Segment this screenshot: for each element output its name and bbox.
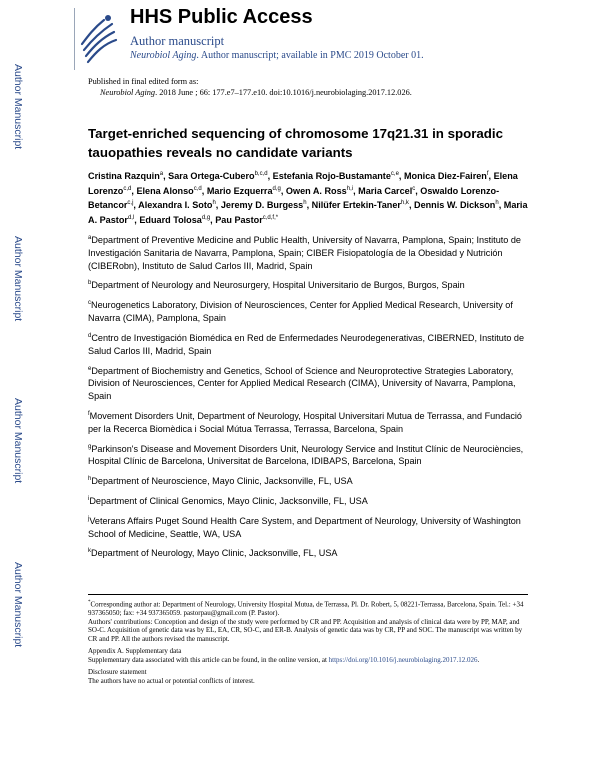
author-manuscript-subtitle: Author manuscript xyxy=(130,34,225,48)
availability-text: . Author manuscript; available in PMC 2019 October 01. xyxy=(196,50,424,61)
affiliation-marker: e xyxy=(88,365,92,372)
affiliation-marker: f xyxy=(88,410,90,417)
citation xyxy=(88,87,412,98)
affiliation-text: Centro de Investigación Biomédica en Red de Enfermedades Neurodegenerativas, CIBERNED, Instituto de Salud Carlos III, Madrid, Spain xyxy=(88,332,525,356)
author-name xyxy=(168,171,267,181)
author-name-text: Eduard Tolosa xyxy=(139,214,202,225)
author-name-text: Estefania Rojo-Bustamante xyxy=(272,171,391,182)
affiliation-item xyxy=(88,493,528,508)
author-affiliation-marker: h xyxy=(212,200,216,207)
sidebar-label-author-manuscript: Author Manuscript xyxy=(12,562,24,648)
author-affiliation-marker: b,c,d xyxy=(254,171,268,177)
affiliation-text: Parkinson's Disease and Movement Disorders Unit, Neurology Service and Institut Clínic de Neurociències, Hospital Clínic de Barcelona, Universitat de Barcelona, IDIBAPS, Barcelona, Spain xyxy=(88,443,524,467)
hhs-eagle-logo-icon xyxy=(78,10,118,64)
author-name xyxy=(221,200,307,210)
author-name-text: Sara Ortega-Cubero xyxy=(168,171,255,182)
author-affiliation-marker: c,j xyxy=(127,200,134,207)
affiliation-text: Department of Preventive Medicine and Public Health, University of Navarra, Pamplona, Spain; Instituto de Investigación Sanitaria de Navarra, Pamplona, Spain; CIBER Fisiopatología de la Obesidad y Nutrición (CIBERobn), Instituto de Salud Carlos III, Madrid, Spain xyxy=(88,235,521,271)
author-name xyxy=(88,171,163,181)
author-affiliation-marker: h,i xyxy=(346,185,354,192)
author-name-text: Nilüfer Ertekin-Taner xyxy=(311,200,401,211)
author-name xyxy=(404,171,489,181)
author-name-text: Cristina Razquin xyxy=(88,171,160,182)
journal-name: Neurobiol Aging xyxy=(130,50,197,61)
affiliation-text: Department of Neurology, Mayo Clinic, Jacksonville, FL, USA xyxy=(91,548,338,559)
affiliation-text: Movement Disorders Unit, Department of Neurology, Hospital Universitari Mutua de Terrassa, and Fundació per la Recerca Biomèdica i Social Mútua Terrassa, Terrassa, Barcelona, Spain xyxy=(88,410,522,434)
affiliation-item xyxy=(88,277,528,292)
affiliation-marker: b xyxy=(88,280,92,287)
author-affiliation-marker: c,d,f,* xyxy=(262,214,279,221)
appendix-title: Appendix A. Supplementary data xyxy=(88,647,182,656)
author-name xyxy=(139,215,210,225)
affiliation-item xyxy=(88,441,528,469)
author-name-text: Mario Ezquerra xyxy=(206,185,273,196)
affiliation-marker: c xyxy=(88,300,91,307)
supplementary-data-link[interactable]: https://doi.org/10.1016/j.neurobiolaging.2017.12.026 xyxy=(328,655,478,664)
sidebar-label-author-manuscript: Author Manuscript xyxy=(12,398,24,484)
appendix-body: Supplementary data associated with this article can be found, in the online version, at xyxy=(88,655,329,664)
citation-journal: Neurobiol Aging xyxy=(100,88,156,97)
corresponding-author-note xyxy=(88,599,528,618)
affiliation-item xyxy=(88,330,528,358)
affiliation-item xyxy=(88,363,528,403)
footnotes xyxy=(88,594,528,686)
author-name-text: Monica Diez-Fairen xyxy=(403,171,487,182)
author-affiliation-marker: d,g xyxy=(272,185,281,192)
affiliation-list xyxy=(88,232,528,565)
affiliation-item xyxy=(88,232,528,272)
affiliation-text: Department of Clinical Genomics, Mayo Clinic, Jacksonville, FL, USA xyxy=(89,496,368,507)
disclosure-text: The authors have no actual or potential conflicts of interest. xyxy=(88,677,255,686)
author-name-text: Maria A. Pastor xyxy=(88,200,528,225)
author-name xyxy=(215,215,278,225)
sidebar-label-author-manuscript: Author Manuscript xyxy=(12,64,24,150)
author-affiliation-marker: a xyxy=(159,171,164,177)
author-name xyxy=(286,186,353,196)
affiliation-marker: j xyxy=(88,515,90,522)
hhs-public-access-title: HHS Public Access xyxy=(130,6,313,28)
author-name-text: Alexandra I. Soto xyxy=(138,200,213,211)
author-affiliation-marker: c,d xyxy=(193,185,202,192)
author-affiliation-marker: c,e xyxy=(390,171,399,177)
appendix-end: . xyxy=(477,655,480,664)
paper-title: Target-enriched sequencing of chromosome 17q21.31 in sporadic tauopathies reveals no candidate variants xyxy=(88,126,504,160)
affiliation-text: Department of Biochemistry and Genetics, School of Science and Neuroprotective Strategies Laboratory, Division of Neurosciences, Center for Applied Medical Research (CIMA), University of Navarra, Pamplona, Spain xyxy=(88,365,516,402)
published-label: Published in final edited form as: xyxy=(88,77,199,86)
author-affiliation-marker: c xyxy=(412,185,416,192)
affiliation-item xyxy=(88,408,528,436)
header-divider xyxy=(74,8,75,70)
author-list: Cristina Razquin$^a$, Sara Ortega-Cubero$^{b,c,d}$, Estefania Rojo-Bustamante$^{c,e}$, Monica Diez-Fairen$^f$, Elena Lorenzo$^{c,d}$, Elena Alonso$^{c,d}$, Mario Ezquerra$^{d,g}$, Owen A. Ross$^{h,i}$, Maria Carcel$^c$, Oswaldo Lorenzo-Betancor$^{c,j}$, Alexandra I. Soto$^h$, Jeremy D. Burgess$^h$, Nilüfer Ertekin-Taner$^{h,k}$, Dennis W. Dickson$^h$, Maria A. Pastor$^{d,l}$, Eduard Tolosa$^{d,g}$, Pau Pastor$^{c,d,f,*}$ xyxy=(88,171,528,225)
author-name-text: Pau Pastor xyxy=(215,214,263,225)
author-name xyxy=(312,200,409,210)
author-name xyxy=(414,200,499,210)
author-contributions: Authors' contributions: Conception and design of the study were performed by CR and PP. Acquisition and analysis of clinical data were by PP, MAP, and SO-C. Acquisition of genetic data was by EL, EA, CR, SO-C, and ER-B. Analysis of genetic data was by CR, PP and SOC. The manuscript was written by CR and PP. All the authors revised the manuscript. xyxy=(88,617,523,643)
affiliation-text: Department of Neuroscience, Mayo Clinic, Jacksonville, FL, USA xyxy=(91,476,353,487)
appendix-text xyxy=(88,656,528,665)
sidebar-label-author-manuscript: Author Manuscript xyxy=(12,236,24,322)
author-affiliation-marker: c,d xyxy=(123,185,132,192)
affiliation-item xyxy=(88,297,528,325)
affiliation-marker: k xyxy=(88,548,91,555)
affiliation-text: Department of Neurology and Neurosurgery, Hospital Universitario de Burgos, Burgos, Spain xyxy=(91,280,465,291)
author-name xyxy=(358,186,415,196)
author-name-text: Oswaldo Lorenzo-Betancor xyxy=(88,185,500,211)
author-name-text: Maria Carcel xyxy=(358,185,413,196)
affiliation-item xyxy=(88,545,528,560)
corresponding-text: Corresponding author at: Department of Neurology, University Hospital Mutua, de Terrassa, Pl. Dr. Robert, 5, 08221-Terrassa, Barcelona, Spain. Tel.: +34 937365050; fax: +34 937365059. pastorpau@gmail.com (P. Pastor). xyxy=(88,600,524,617)
affiliation-marker: a xyxy=(88,235,92,241)
author-affiliation-marker: h xyxy=(495,200,499,207)
author-affiliation-marker: f xyxy=(486,171,489,177)
affiliation-text: Veterans Affairs Puget Sound Health Care System, and Department of Neurology, University of Washington School of Medicine, Seattle, WA, USA xyxy=(88,515,521,539)
corresponding-marker: * xyxy=(88,600,91,605)
author-name-text: Dennis W. Dickson xyxy=(414,200,496,211)
journal-availability xyxy=(130,50,424,61)
author-affiliation-marker: d,l xyxy=(127,214,135,221)
author-affiliation-marker: h xyxy=(303,200,307,207)
citation-details: . 2018 June ; 66: 177.e7–177.e10. doi:10.1016/j.neurobiolaging.2017.12.026. xyxy=(155,88,412,97)
affiliation-marker: g xyxy=(88,443,92,450)
affiliation-item xyxy=(88,473,528,488)
disclosure-title: Disclosure statement xyxy=(88,668,147,677)
publication-info xyxy=(88,76,412,98)
author-name-text: Elena Lorenzo xyxy=(88,171,518,196)
affiliation-text: Neurogenetics Laboratory, Division of Neurosciences, Center for Applied Medical Research, University of Navarra (CIMA), Pamplona, Spain xyxy=(88,300,513,324)
author-name xyxy=(273,171,399,181)
author-name xyxy=(136,186,201,196)
author-name-text: Jeremy D. Burgess xyxy=(220,200,304,211)
affiliation-item xyxy=(88,513,528,541)
affiliation-marker: d xyxy=(88,332,92,339)
author-name xyxy=(207,186,281,196)
author-affiliation-marker: d,g xyxy=(201,214,211,221)
author-affiliation-marker: h,k xyxy=(400,200,409,207)
author-name-text: Owen A. Ross xyxy=(285,185,347,196)
author-name-text: Elena Alonso xyxy=(136,185,194,196)
affiliation-marker: i xyxy=(88,496,90,502)
affiliation-marker: h xyxy=(88,476,92,483)
author-name xyxy=(138,200,216,210)
